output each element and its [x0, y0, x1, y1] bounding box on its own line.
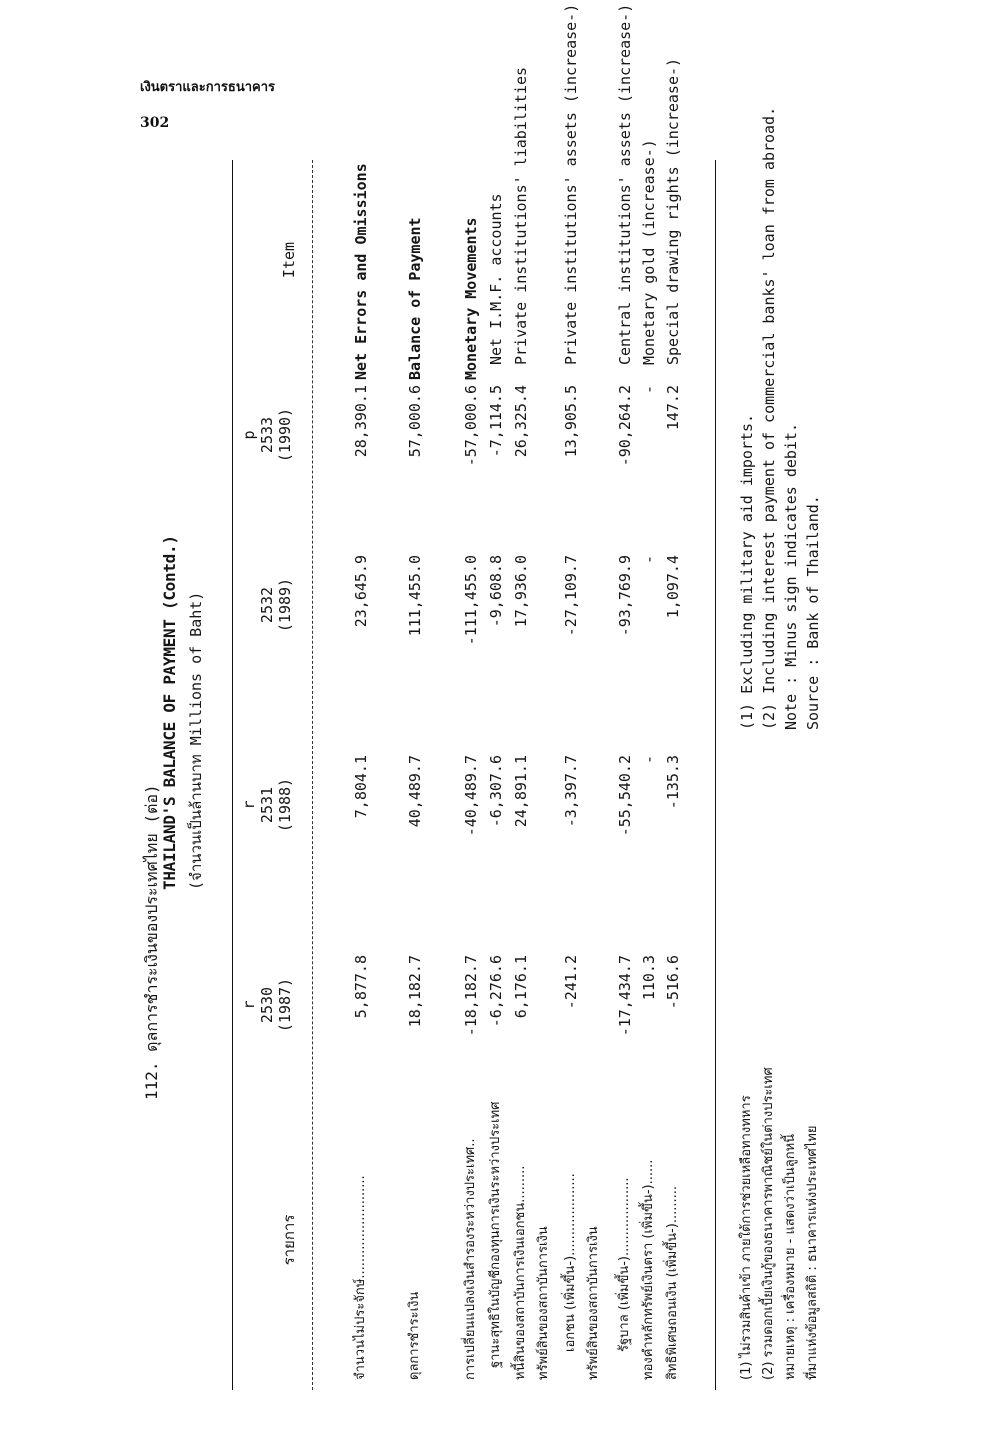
row-label-english: Private institutions' liabilities: [512, 66, 530, 365]
cell-1988: 7,804.1: [352, 755, 370, 819]
row-label-thai: สิทธิพิเศษถอนเงิน (เพิ่มขึ้น-).........: [665, 1185, 680, 1380]
page-header: [140, 76, 275, 131]
footnote-english: (2) Including interest payment of commercial banks' loan from abroad.: [760, 106, 778, 730]
table-title-thai: 112. ดุลการชำระเงินของประเทศไทย (ต่อ): [142, 784, 161, 1100]
table-row: [560, 3, 582, 1390]
cell-1990: 26,325.4: [512, 385, 530, 458]
table-row: [583, 160, 605, 1390]
cell-1990: -90,264.2: [616, 385, 634, 467]
source-english: Source : Bank of Thailand.: [804, 495, 822, 730]
row-label-thai: ทองคำหลักทรัพย์เงินตรา (เพิ่มขึ้น-)......: [641, 1159, 656, 1380]
row-label-thai: ดุลการชำระเงิน: [407, 1291, 422, 1380]
row-label-english: Balance of Payment: [406, 217, 424, 380]
cell-1987: -17,434.7: [616, 955, 634, 1037]
row-label-thai: ทรัพย์สินของสถาบันการเงิน: [586, 1226, 601, 1380]
cell-1989: 23,645.9: [352, 555, 370, 628]
cell-1989: -111,455.0: [462, 555, 480, 646]
cell-1987: -6,276.6: [487, 955, 505, 1028]
note-source: [802, 160, 824, 1390]
cell-1988: 24,891.1: [512, 755, 530, 828]
row-label-english: Monetary Movements: [462, 217, 480, 380]
revised-flag: r: [240, 1000, 258, 1010]
year-ad: (1988): [276, 777, 294, 833]
preliminary-flag: p: [240, 430, 258, 440]
top-rule: [232, 160, 233, 1390]
column-header-2533: [240, 385, 294, 485]
row-label-english: Monetary gold (increase-): [640, 139, 658, 365]
table-row: [404, 160, 426, 1390]
cell-1989: 1,097.4: [664, 555, 682, 619]
cell-1987: 18,182.7: [406, 955, 424, 1028]
footnote-thai: (2) รวมดอกเบี้ยเงินกู้ของธนาคารพาณิชย์ในต่างประเทศ: [761, 1067, 776, 1380]
cell-1989: -: [640, 555, 658, 565]
table-row: [662, 57, 684, 1390]
cell-1989: -93,769.9: [616, 555, 634, 637]
year-thai: 2530: [258, 986, 276, 1024]
cell-1987: 5,877.8: [352, 955, 370, 1019]
year-thai: 2532: [258, 586, 276, 624]
note-minus-sign: [780, 160, 802, 1390]
row-label-thai: หนี้สินของสถาบันการเงินเอกชน.........: [513, 1165, 528, 1380]
cell-1990: 147.2: [664, 385, 682, 431]
page-number: 302: [140, 115, 170, 131]
row-label-thai: รัฐบาล (เพิ่มขึ้น-)...................: [617, 1177, 632, 1352]
row-label-english: Central institutions' assets (increase-): [616, 3, 634, 365]
year-ad: (1989): [276, 577, 294, 633]
year-thai: 2531: [258, 786, 276, 824]
note-thai: หมายเหตุ : เครื่องหมาย - แสดงว่าเป็นลูกหนี้: [783, 1133, 798, 1380]
cell-1989: -9,608.8: [487, 555, 505, 628]
bottom-rule: [715, 160, 716, 1390]
table-row: [350, 160, 372, 1390]
row-label-thai: เอกชน (เพิ่มขึ้น-)....................: [563, 1173, 578, 1352]
column-header-2530: [240, 955, 294, 1055]
cell-1987: -516.6: [664, 955, 682, 1010]
table-row: [638, 139, 660, 1390]
cell-1987: 6,176.1: [512, 955, 530, 1019]
row-label-thai: ฐานะสุทธิในบัญชีกองทุนการเงินระหว่างประเทศ: [488, 1101, 503, 1368]
table-title-english: THAILAND'S BALANCE OF PAYMENT (Contd.): [160, 535, 179, 890]
cell-1989: -27,109.7: [562, 555, 580, 637]
year-ad: (1990): [276, 407, 294, 463]
cell-1987: -241.2: [562, 955, 580, 1010]
table-row: [533, 160, 555, 1390]
table-row: [485, 160, 507, 1390]
row-label-english: Private institutions' assets (increase-): [562, 3, 580, 365]
revised-flag: [240, 555, 258, 655]
cell-1988: -55,540.2: [616, 755, 634, 837]
table-row: [510, 66, 532, 1390]
cell-1989: 17,936.0: [512, 555, 530, 628]
table-units: (จำนวนเป็นล้านบาท Millions of Baht): [187, 591, 205, 890]
running-title: เงินตราและการธนาคาร: [140, 80, 275, 95]
table-row: [460, 160, 482, 1390]
row-label-thai: จำนวนไม่ประจักษ์.........................: [353, 1175, 368, 1380]
cell-1987: -18,182.7: [462, 955, 480, 1037]
row-label-english: Net I.M.F. accounts: [487, 193, 505, 365]
cell-1990: -: [640, 385, 658, 395]
cell-1989: 111,455.0: [406, 555, 424, 637]
header-rule: [312, 160, 313, 1390]
cell-1990: -57,000.6: [462, 385, 480, 467]
table-row: [614, 3, 636, 1390]
row-label-thai: การเปลี่ยนแปลงเงินสำรองระหว่างประเทศ..: [463, 1138, 478, 1380]
footnote-1: [736, 160, 758, 1390]
footnote-english: (1) Excluding military aid imports.: [738, 413, 756, 730]
cell-1988: -: [640, 755, 658, 765]
footnote-thai: (1) ไม่รวมสินค้าเข้า ภายใต้การช่วยเหลือทางทหาร: [739, 1095, 754, 1380]
column-header-2532: [240, 555, 294, 655]
source-thai: ที่มาแห่งข้อมูลสถิติ : ธนาคารแห่งประเทศไทย: [805, 1125, 820, 1380]
cell-1990: -7,114.5: [487, 385, 505, 458]
column-header-2531: [240, 755, 294, 855]
row-label-english: Net Errors and Omissions: [352, 163, 370, 380]
cell-1988: -40,489.7: [462, 755, 480, 837]
footnote-2: [758, 106, 780, 1390]
cell-1988: -3,397.7: [562, 755, 580, 828]
year-ad: (1987): [276, 977, 294, 1033]
cell-1990: 28,390.1: [352, 385, 370, 458]
cell-1990: 57,000.6: [406, 385, 424, 458]
cell-1990: 13,905.5: [562, 385, 580, 458]
note-english: Note : Minus sign indicates debit.: [782, 422, 800, 730]
cell-1988: 40,489.7: [406, 755, 424, 828]
row-label-thai: ทรัพย์สินของสถาบันการเงิน: [536, 1226, 551, 1380]
cell-1987: 110.3: [640, 955, 658, 1001]
row-label-english: Special drawing rights (increase-): [664, 57, 682, 365]
year-thai: 2533: [258, 416, 276, 454]
cell-1988: -6,307.6: [487, 755, 505, 828]
cell-1988: -135.3: [664, 755, 682, 810]
revised-flag: r: [240, 800, 258, 810]
item-header-english: Item: [280, 241, 298, 279]
item-header-thai: รายการ: [280, 1214, 298, 1266]
